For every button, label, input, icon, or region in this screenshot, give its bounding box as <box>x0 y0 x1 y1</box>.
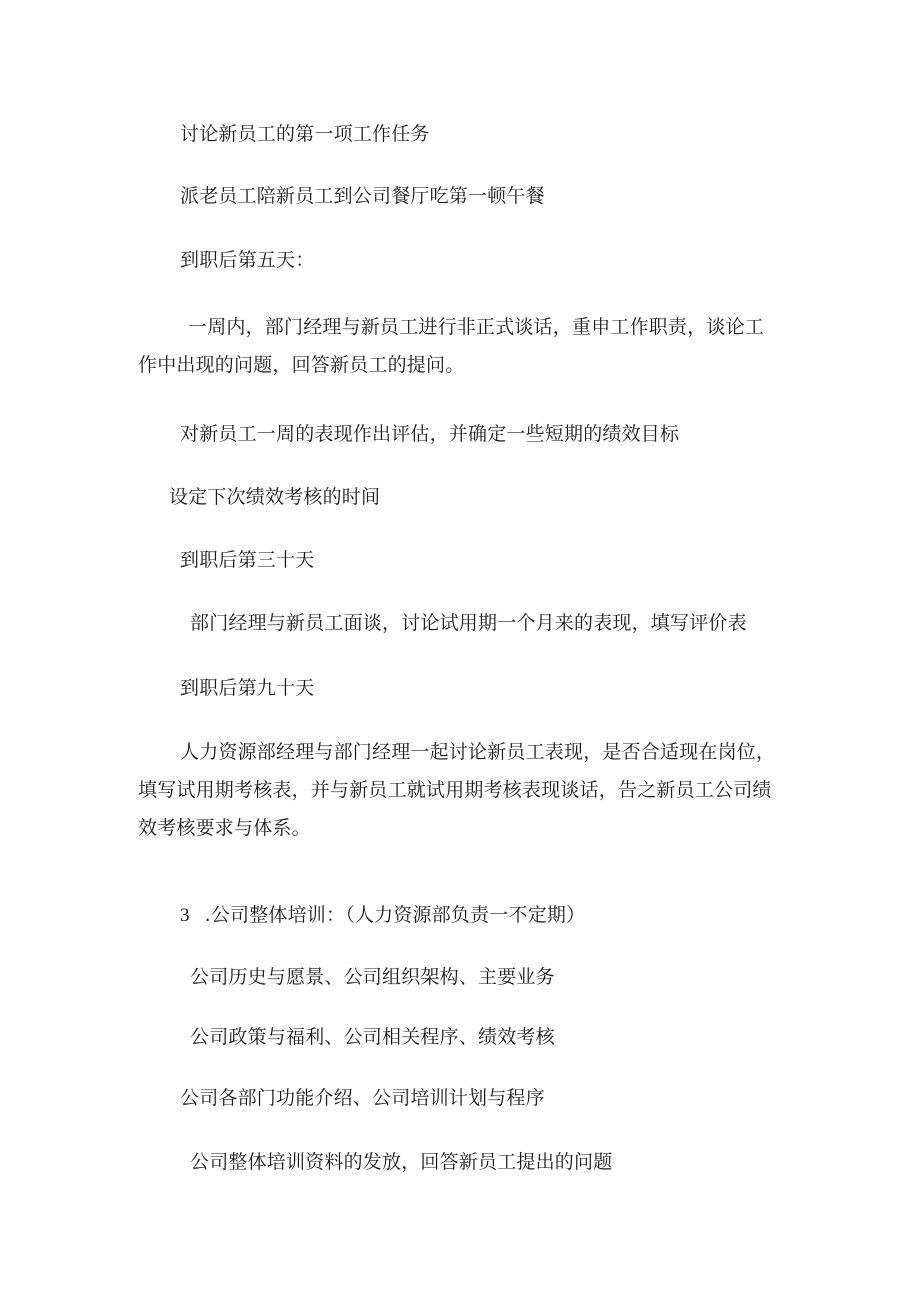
numbered-heading <box>180 903 585 928</box>
section-heading-day30: 到职后第三十天 <box>180 549 315 571</box>
list-item: 公司政策与福利、公司相关程序、绩效考核 <box>190 1026 555 1048</box>
paragraph <box>138 308 764 384</box>
text-line: 设定下次绩效考核的时间 <box>169 486 381 508</box>
paragraph <box>138 733 775 847</box>
numbered-heading-text: .公司整体培训：（人力资源部负责一不定期） <box>204 904 586 926</box>
paragraph-line: 一周内，部门经理与新员工进行非正式谈话，重申工作职责，谈论工 <box>188 316 765 338</box>
list-item: 公司各部门功能介绍、公司培训计划与程序 <box>180 1087 545 1109</box>
paragraph-line: 人力资源部经理与部门经理一起讨论新员工表现，是否合适现在岗位， <box>180 741 776 763</box>
list-number: 3 <box>180 905 190 926</box>
text-line: 部门经理与新员工面谈，讨论试用期一个月来的表现，填写评价表 <box>190 612 747 634</box>
list-item: 公司历史与愿景、公司组织架构、主要业务 <box>190 966 555 988</box>
section-heading-day90: 到职后第九十天 <box>180 677 315 699</box>
paragraph-line: 作中出现的问题，回答新员工的提问。 <box>138 354 465 376</box>
list-item: 公司整体培训资料的发放，回答新员工提出的问题 <box>190 1151 613 1173</box>
text-line: 对新员工一周的表现作出评估，并确定一些短期的绩效目标 <box>180 423 680 445</box>
paragraph-line: 填写试用期考核表，并与新员工就试用期考核表现谈话，告之新员工公司绩 <box>138 779 772 801</box>
section-heading-day5: 到职后第五天： <box>180 249 315 271</box>
paragraph-line: 效考核要求与体系。 <box>138 817 311 839</box>
text-line: 讨论新员工的第一项工作任务 <box>180 123 430 145</box>
text-line: 派老员工陪新员工到公司餐厅吃第一顿午餐 <box>180 185 545 207</box>
